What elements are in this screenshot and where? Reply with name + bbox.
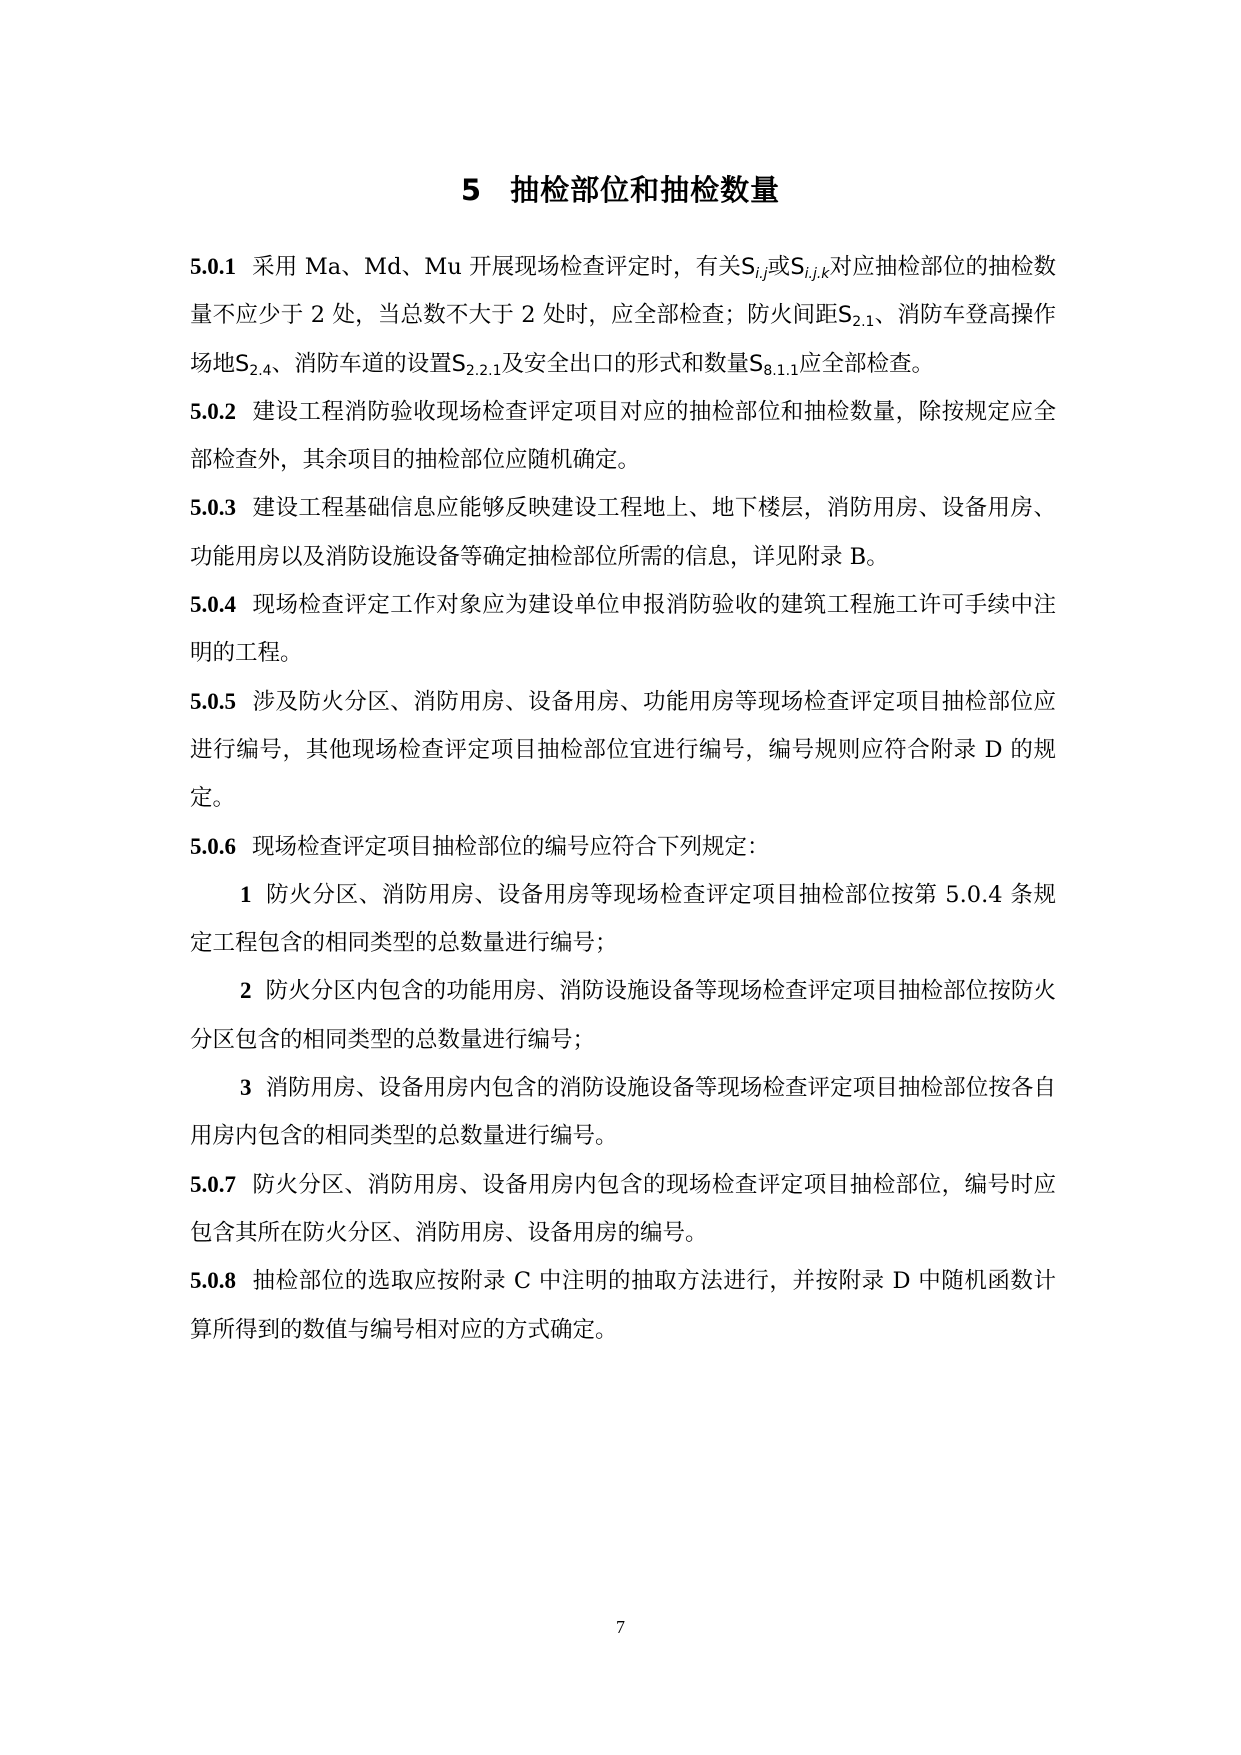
chapter-heading	[0, 168, 1241, 209]
clause-5-0-6	[190, 823, 1056, 871]
page-number: 7	[616, 1617, 625, 1637]
clause-5-0-6-item-1	[190, 871, 1056, 968]
clause-number: 5.0.3	[190, 495, 236, 521]
item-text: 防火分区内包含的功能用房、消防设施设备等现场检查评定项目抽检部位按防火分区包含的相同类型的总数量进行编号；	[190, 978, 1056, 1053]
symbol-subscript: i.j	[755, 266, 768, 282]
clause-text: 防火分区、消防用房、设备用房内包含的现场检查评定项目抽检部位，编号时应包含其所在防火分区、消防用房、设备用房的编号。	[190, 1171, 1056, 1246]
item-text: 防火分区、消防用房、设备用房等现场检查评定项目抽检部位按第 5.0.4 条规定工程包含的相同类型的总数量进行编号；	[190, 881, 1056, 957]
clause-text: 抽检部位的选取应按附录 C 中注明的抽取方法进行，并按附录 D 中随机函数计算所得到的数值与编号相对应的方式确定。	[190, 1268, 1056, 1343]
clause-text-segment: 采用 Ma、Md、Mu 开展现场检查评定时，有关	[252, 254, 741, 280]
symbol-subscript: i.j.k	[804, 266, 830, 282]
symbol-s: S	[837, 302, 853, 329]
symbol-s: S	[790, 254, 805, 280]
clause-text: 涉及防火分区、消防用房、设备用房、功能用房等现场检查评定项目抽检部位应进行编号，其他现场检查评定项目抽检部位宜进行编号，编号规则应符合附录 D 的规定。	[190, 688, 1056, 812]
clause-number: 5.0.8	[190, 1268, 236, 1294]
clause-number: 5.0.1	[190, 254, 236, 279]
symbol-subscript: 2.4	[249, 362, 272, 379]
clause-text-segment: 或	[767, 254, 791, 280]
item-number: 3	[240, 1075, 252, 1101]
clause-5-0-3	[190, 484, 1056, 581]
clause-5-0-4	[190, 581, 1056, 678]
symbol-subscript: 2.2.1	[465, 362, 502, 379]
symbol-subscript: 2.1	[852, 314, 875, 331]
symbol-s: S	[451, 350, 466, 377]
chapter-title: 抽检部位和抽检数量	[510, 173, 781, 207]
clause-5-0-1	[190, 243, 1056, 388]
clause-number: 5.0.6	[190, 833, 236, 859]
clause-5-0-8	[190, 1257, 1056, 1354]
symbol-subscript: 8.1.1	[763, 362, 799, 379]
clause-text-segment: 应全部检查。	[798, 350, 934, 377]
clause-text-segment: 及安全出口的形式和数量	[501, 350, 750, 377]
item-number: 2	[240, 978, 252, 1004]
clause-text-rich	[190, 254, 1056, 377]
item-text: 消防用房、设备用房内包含的消防设施设备等现场检查评定项目抽检部位按各自用房内包含的相同类型的总数量进行编号。	[190, 1075, 1056, 1150]
clause-text-segment: 、消防车登高操作场地	[190, 302, 1056, 377]
chapter-body	[190, 243, 1056, 1354]
clause-5-0-2	[190, 388, 1056, 485]
clause-text-segment: 对应抽检部位的抽检数量不应少于 2 处，当总数不大于 2 处时，应全部检查；防火间距	[190, 254, 1056, 329]
clause-text: 建设工程消防验收现场检查评定项目对应的抽检部位和抽检数量，除按规定应全部检查外，其余项目的抽检部位应随机确定。	[190, 398, 1056, 474]
symbol-s: S	[740, 254, 756, 280]
clause-text: 现场检查评定工作对象应为建设单位申报消防验收的建筑工程施工许可手续中注明的工程。	[190, 592, 1056, 667]
clause-number: 5.0.5	[190, 688, 236, 714]
clause-5-0-6-item-2	[190, 967, 1056, 1064]
clause-5-0-5	[190, 678, 1056, 823]
clause-text-segment: 、消防车道的设置	[271, 350, 452, 377]
clause-text: 建设工程基础信息应能够反映建设工程地上、地下楼层，消防用房、设备用房、功能用房以及消防设施设备等确定抽检部位所需的信息，详见附录 B。	[190, 495, 1056, 570]
clause-number: 5.0.4	[190, 592, 236, 618]
clause-text: 现场检查评定项目抽检部位的编号应符合下列规定：	[252, 833, 770, 860]
item-number: 1	[240, 881, 252, 907]
chapter-number: 5	[460, 173, 483, 207]
clause-5-0-7	[190, 1161, 1056, 1258]
clause-5-0-6-item-3	[190, 1064, 1056, 1161]
clause-number: 5.0.2	[190, 398, 236, 424]
clause-number: 5.0.7	[190, 1171, 236, 1197]
symbol-s: S	[749, 350, 764, 377]
symbol-s: S	[235, 350, 250, 377]
